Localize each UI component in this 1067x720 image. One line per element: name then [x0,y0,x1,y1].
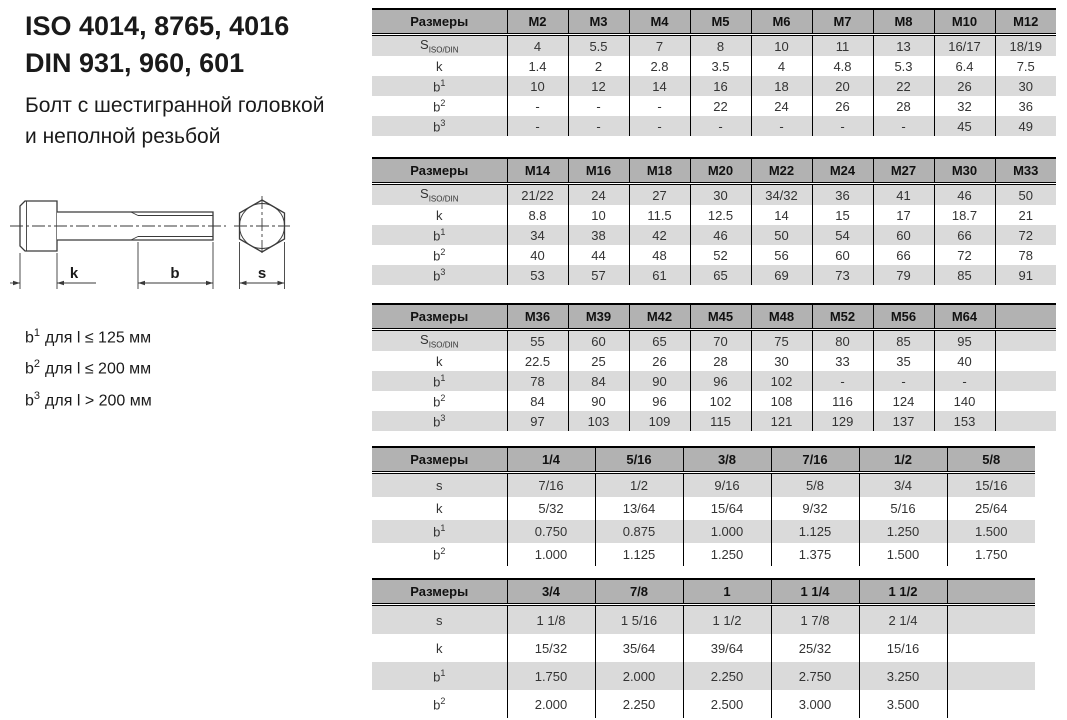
value-cell: 3/4 [859,473,947,498]
value-cell: 14 [751,205,812,225]
value-cell: 21/22 [507,184,568,206]
value-cell: 26 [934,76,995,96]
value-cell: 36 [812,184,873,206]
value-cell: - [507,96,568,116]
value-cell: 7.5 [995,56,1056,76]
dimensions-header: Размеры [372,304,507,330]
value-cell: - [934,371,995,391]
column-header: M6 [751,9,812,35]
value-cell: 121 [751,411,812,431]
row-label: s [436,478,443,493]
column-header: M8 [873,9,934,35]
column-header: 5/16 [595,447,683,473]
value-cell: 50 [751,225,812,245]
value-cell: 96 [690,371,751,391]
value-cell [995,391,1056,411]
bolt-diagram [8,192,298,302]
value-cell: 0.750 [507,520,595,543]
row-label: s [436,612,443,628]
value-cell: 8.8 [507,205,568,225]
dimensions-table-metric-m2-m12 [372,8,1056,136]
dimensions-header: Размеры [372,447,507,473]
row-label: $b^1$ [433,226,446,244]
column-header: M7 [812,9,873,35]
value-cell: 78 [507,371,568,391]
value-cell: 42 [629,225,690,245]
value-cell: - [507,116,568,136]
title-line-iso: ISO 4014, 8765, 4016 [25,11,290,41]
value-cell: 2.000 [507,690,595,718]
value-cell: 30 [751,351,812,371]
column-header: 3/8 [683,447,771,473]
dimensions-table-metric-m36-m64 [372,303,1056,431]
value-cell: 25/64 [947,497,1035,520]
value-cell: 21 [995,205,1056,225]
dimension-label-k: k [69,265,79,282]
value-cell: 24 [568,184,629,206]
value-cell: - [873,116,934,136]
row-label: $S_{ISO/DIN}$ [420,186,459,204]
row-label: $b^3$ [433,117,446,135]
value-cell: 17 [873,205,934,225]
value-cell [947,634,1035,662]
value-cell: 1.500 [859,543,947,566]
dimensions-table-metric-m14-m33 [372,157,1056,285]
value-cell: 84 [568,371,629,391]
value-cell: 103 [568,411,629,431]
column-header: M42 [629,304,690,330]
value-cell: 61 [629,265,690,285]
value-cell: 3.500 [859,690,947,718]
value-cell: 10 [751,35,812,57]
dimension-label-s: s [257,265,267,282]
value-cell: 95 [934,330,995,352]
dimensions-table-inch-3-4-to-1-1-2 [372,578,1035,718]
column-header: M39 [568,304,629,330]
row-label: $b^2$ [433,246,446,264]
row-label: k [436,58,443,74]
value-cell: 45 [934,116,995,136]
value-cell: 1 1/2 [683,605,771,635]
row-label: $b^1$ [433,372,446,390]
value-cell: 109 [629,411,690,431]
column-header: M27 [873,158,934,184]
value-cell: 73 [812,265,873,285]
value-cell: 2.8 [629,56,690,76]
value-cell: 153 [934,411,995,431]
value-cell: - [812,116,873,136]
value-cell: 54 [812,225,873,245]
value-cell: 11 [812,35,873,57]
value-cell: 84 [507,391,568,411]
row-label: $b^2$ [433,97,446,115]
note-b2: $b^2$ для l ≤ 200 мм [25,358,152,378]
column-header: M33 [995,158,1056,184]
value-cell: 39/64 [683,634,771,662]
row-label: $b^1$ [433,667,446,685]
value-cell [995,330,1056,352]
column-header: 1 1/4 [771,579,859,605]
value-cell: 15/64 [683,497,771,520]
value-cell [995,371,1056,391]
value-cell: 28 [873,96,934,116]
value-cell: 60 [873,225,934,245]
value-cell: 55 [507,330,568,352]
value-cell: 1.125 [595,543,683,566]
column-header: 3/4 [507,579,595,605]
column-header: 7/16 [771,447,859,473]
value-cell [995,351,1056,371]
dimensions-header: Размеры [372,9,507,35]
value-cell: 48 [629,245,690,265]
value-cell: 66 [873,245,934,265]
value-cell: 10 [568,205,629,225]
value-cell: 40 [934,351,995,371]
row-label: $b^2$ [433,546,446,563]
value-cell: 1.500 [947,520,1035,543]
column-header: M56 [873,304,934,330]
value-cell: 108 [751,391,812,411]
value-cell: 15/32 [507,634,595,662]
value-cell: 102 [690,391,751,411]
column-header: M30 [934,158,995,184]
title-line-din: DIN 931, 960, 601 [25,48,245,78]
column-header: M48 [751,304,812,330]
value-cell: 46 [934,184,995,206]
column-header: 5/8 [947,447,1035,473]
value-cell: 24 [751,96,812,116]
value-cell [947,605,1035,635]
value-cell: 11.5 [629,205,690,225]
value-cell: 79 [873,265,934,285]
value-cell: 69 [751,265,812,285]
value-cell: 5/8 [771,473,859,498]
column-header: M36 [507,304,568,330]
column-header: M18 [629,158,690,184]
value-cell: 102 [751,371,812,391]
value-cell: 9/32 [771,497,859,520]
column-header: M24 [812,158,873,184]
column-header: M16 [568,158,629,184]
value-cell: 52 [690,245,751,265]
column-header: M4 [629,9,690,35]
value-cell: 18 [751,76,812,96]
note-b1: $b^1$ для l ≤ 125 мм [25,327,152,347]
value-cell: 91 [995,265,1056,285]
value-cell: 35/64 [595,634,683,662]
value-cell [947,690,1035,718]
value-cell: 5.3 [873,56,934,76]
page-subtitle [25,90,324,152]
column-header: 1/4 [507,447,595,473]
value-cell: - [690,116,751,136]
value-cell: 5.5 [568,35,629,57]
value-cell: 1 7/8 [771,605,859,635]
dimensions-table-inch-quarter-to-5-8 [372,446,1035,566]
value-cell: 1.125 [771,520,859,543]
value-cell: - [812,371,873,391]
value-cell: 46 [690,225,751,245]
row-label: $b^2$ [433,695,446,713]
value-cell: - [751,116,812,136]
notes [25,320,152,414]
value-cell: 27 [629,184,690,206]
column-header: 1 1/2 [859,579,947,605]
value-cell: 34/32 [751,184,812,206]
value-cell: 22 [690,96,751,116]
value-cell: 70 [690,330,751,352]
value-cell: 1 1/8 [507,605,595,635]
value-cell: 34 [507,225,568,245]
column-header: M3 [568,9,629,35]
value-cell: 12.5 [690,205,751,225]
value-cell: 78 [995,245,1056,265]
row-label: $b^1$ [433,77,446,95]
value-cell: 5/32 [507,497,595,520]
column-header: M2 [507,9,568,35]
row-label: k [436,640,443,656]
value-cell: 15/16 [859,634,947,662]
value-cell: 97 [507,411,568,431]
value-cell: 49 [995,116,1056,136]
value-cell: 2.250 [683,662,771,690]
dimensions-header: Размеры [372,158,507,184]
column-header: M22 [751,158,812,184]
value-cell: 36 [995,96,1056,116]
value-cell: 116 [812,391,873,411]
value-cell [947,662,1035,690]
value-cell: 4 [751,56,812,76]
value-cell: 33 [812,351,873,371]
value-cell: 1/2 [595,473,683,498]
value-cell: 1.250 [859,520,947,543]
value-cell: 80 [812,330,873,352]
value-cell: 22.5 [507,351,568,371]
value-cell: 4 [507,35,568,57]
value-cell: 1 5/16 [595,605,683,635]
row-label: k [436,501,443,516]
value-cell: 35 [873,351,934,371]
column-header [947,579,1035,605]
value-cell: 90 [568,391,629,411]
row-label: $b^3$ [433,412,446,430]
row-label: $S_{ISO/DIN}$ [420,332,459,350]
value-cell: 10 [507,76,568,96]
value-cell: 1.375 [771,543,859,566]
value-cell: - [629,96,690,116]
value-cell: 4.8 [812,56,873,76]
value-cell: 26 [812,96,873,116]
column-header: 7/8 [595,579,683,605]
value-cell: 53 [507,265,568,285]
subtitle-line-2: и неполной резьбой [25,125,221,148]
value-cell: 1.000 [507,543,595,566]
value-cell: 18/19 [995,35,1056,57]
value-cell: 14 [629,76,690,96]
value-cell: 41 [873,184,934,206]
dimension-label-b: b [170,265,180,282]
value-cell: 124 [873,391,934,411]
value-cell: 96 [629,391,690,411]
value-cell: 18.7 [934,205,995,225]
value-cell: 7 [629,35,690,57]
value-cell: 56 [751,245,812,265]
value-cell: 2.250 [595,690,683,718]
value-cell: 15 [812,205,873,225]
value-cell: 129 [812,411,873,431]
column-header [995,304,1056,330]
page-title [25,8,289,82]
column-header: M20 [690,158,751,184]
value-cell: 75 [751,330,812,352]
column-header: M64 [934,304,995,330]
value-cell: - [568,116,629,136]
value-cell: 3.5 [690,56,751,76]
value-cell: 7/16 [507,473,595,498]
column-header: M10 [934,9,995,35]
value-cell: 2.000 [595,662,683,690]
value-cell: 13/64 [595,497,683,520]
value-cell: 26 [629,351,690,371]
value-cell: 65 [629,330,690,352]
value-cell: 60 [812,245,873,265]
value-cell: 2 [568,56,629,76]
value-cell: 13 [873,35,934,57]
value-cell: - [629,116,690,136]
value-cell: 30 [690,184,751,206]
value-cell: 40 [507,245,568,265]
value-cell: 2.500 [683,690,771,718]
value-cell: 72 [934,245,995,265]
value-cell: 72 [995,225,1056,245]
value-cell: 25 [568,351,629,371]
column-header: M14 [507,158,568,184]
value-cell: 140 [934,391,995,411]
value-cell: 57 [568,265,629,285]
column-header: 1/2 [859,447,947,473]
column-header: M12 [995,9,1056,35]
value-cell: 2 1/4 [859,605,947,635]
value-cell [995,411,1056,431]
value-cell: 3.250 [859,662,947,690]
value-cell: 22 [873,76,934,96]
value-cell: 15/16 [947,473,1035,498]
value-cell: 1.750 [947,543,1035,566]
value-cell: - [873,371,934,391]
value-cell: 115 [690,411,751,431]
value-cell: 8 [690,35,751,57]
row-label: $b^2$ [433,392,446,410]
value-cell: 50 [995,184,1056,206]
value-cell: 1.000 [683,520,771,543]
value-cell: 28 [690,351,751,371]
value-cell: 6.4 [934,56,995,76]
value-cell: 1.750 [507,662,595,690]
column-header: M45 [690,304,751,330]
column-header: 1 [683,579,771,605]
value-cell: 66 [934,225,995,245]
value-cell: 1.250 [683,543,771,566]
value-cell: 30 [995,76,1056,96]
value-cell: 90 [629,371,690,391]
value-cell: 38 [568,225,629,245]
value-cell: 16 [690,76,751,96]
column-header: M52 [812,304,873,330]
value-cell: 85 [934,265,995,285]
value-cell: 44 [568,245,629,265]
value-cell: 1.4 [507,56,568,76]
value-cell: 3.000 [771,690,859,718]
value-cell: 60 [568,330,629,352]
dimensions-header: Размеры [372,579,507,605]
row-label: $b^3$ [433,266,446,284]
row-label: k [436,207,443,223]
value-cell: 2.750 [771,662,859,690]
row-label: $b^1$ [433,523,446,540]
value-cell: - [568,96,629,116]
value-cell: 20 [812,76,873,96]
value-cell: 65 [690,265,751,285]
note-b3: $b^3$ для l > 200 мм [25,389,152,409]
value-cell: 85 [873,330,934,352]
row-label: $S_{ISO/DIN}$ [420,37,459,55]
value-cell: 12 [568,76,629,96]
column-header: M5 [690,9,751,35]
value-cell: 25/32 [771,634,859,662]
row-label: k [436,353,443,369]
value-cell: 0.875 [595,520,683,543]
value-cell: 16/17 [934,35,995,57]
subtitle-line-1: Болт с шестигранной головкой [25,94,325,117]
value-cell: 32 [934,96,995,116]
value-cell: 137 [873,411,934,431]
value-cell: 5/16 [859,497,947,520]
value-cell: 9/16 [683,473,771,498]
